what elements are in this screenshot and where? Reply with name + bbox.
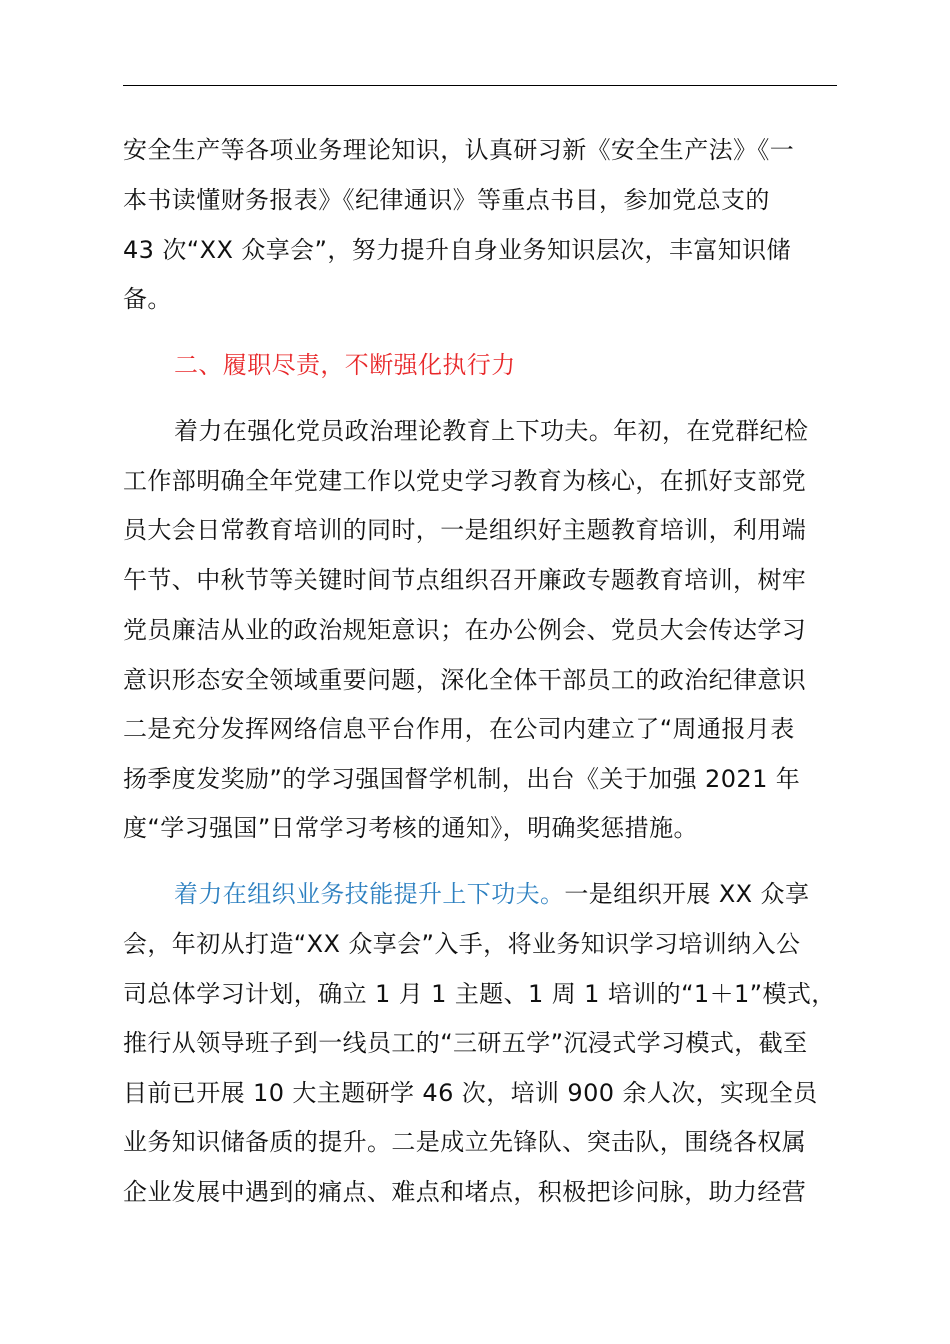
paragraph-lead-rest: 一是组织开展 XX 众享: [564, 880, 810, 908]
paragraph-line: 午节、中秋节等关键时间节点组织召开廉政专题教育培训，树牢: [123, 566, 807, 594]
paragraph-first-line: [174, 874, 809, 914]
paragraph-line: 度“学习强国”日常学习考核的通知》，明确奖惩措施。: [123, 814, 698, 842]
paragraph-line: 意识形态安全领域重要问题，深化全体干部员工的政治纪律意识: [123, 666, 807, 694]
paragraph-line: 司总体学习计划，确立 1 月 1 主题、1 周 1 培训的“1＋1”模式，: [123, 980, 836, 1008]
paragraph-line: 企业发展中遇到的痛点、难点和堵点，积极把诊问脉，助力经营: [123, 1178, 807, 1206]
paragraph-line: 业务知识储备质的提升。二是成立先锋队、突击队，围绕各权属: [123, 1128, 807, 1156]
paragraph-line: 二是充分发挥网络信息平台作用，在公司内建立了“周通报月表: [123, 715, 795, 743]
paragraph-line: 工作部明确全年党建工作以党史学习教育为核心，在抓好支部党: [123, 467, 807, 495]
section-heading: 二、履职尽责，不断强化执行力: [174, 351, 516, 379]
paragraph-line: 员大会日常教育培训的同时，一是组织好主题教育培训，利用端: [123, 516, 807, 544]
paragraph-line: 推行从领导班子到一线员工的“三研五学”沉浸式学习模式，截至: [123, 1029, 808, 1057]
paragraph-line: 会，年初从打造“XX 众享会”入手，将业务知识学习培训纳入公: [123, 930, 801, 958]
paragraph-line: 扬季度发奖励”的学习强国督学机制，出台《关于加强 2021 年: [123, 765, 801, 793]
paragraph-line: 43 次“XX 众享会”，努力提升自身业务知识层次，丰富知识储: [123, 236, 791, 264]
paragraph-line: 党员廉洁从业的政治规矩意识；在办公例会、党员大会传达学习: [123, 616, 807, 644]
paragraph-line: 备。: [123, 285, 172, 313]
paragraph-lead: 着力在组织业务技能提升上下功夫。: [174, 880, 565, 908]
paragraph-line: 安全生产等各项业务理论知识，认真研习新《安全生产法》《一: [123, 136, 795, 164]
paragraph-line: 着力在强化党员政治理论教育上下功夫。年初，在党群纪检: [174, 417, 809, 445]
paragraph-line: 本书读懂财务报表》《纪律通识》等重点书目，参加党总支的: [123, 186, 770, 214]
paragraph-line: 目前已开展 10 大主题研学 46 次，培训 900 余人次，实现全员: [123, 1079, 818, 1107]
header-rule: [123, 85, 837, 86]
